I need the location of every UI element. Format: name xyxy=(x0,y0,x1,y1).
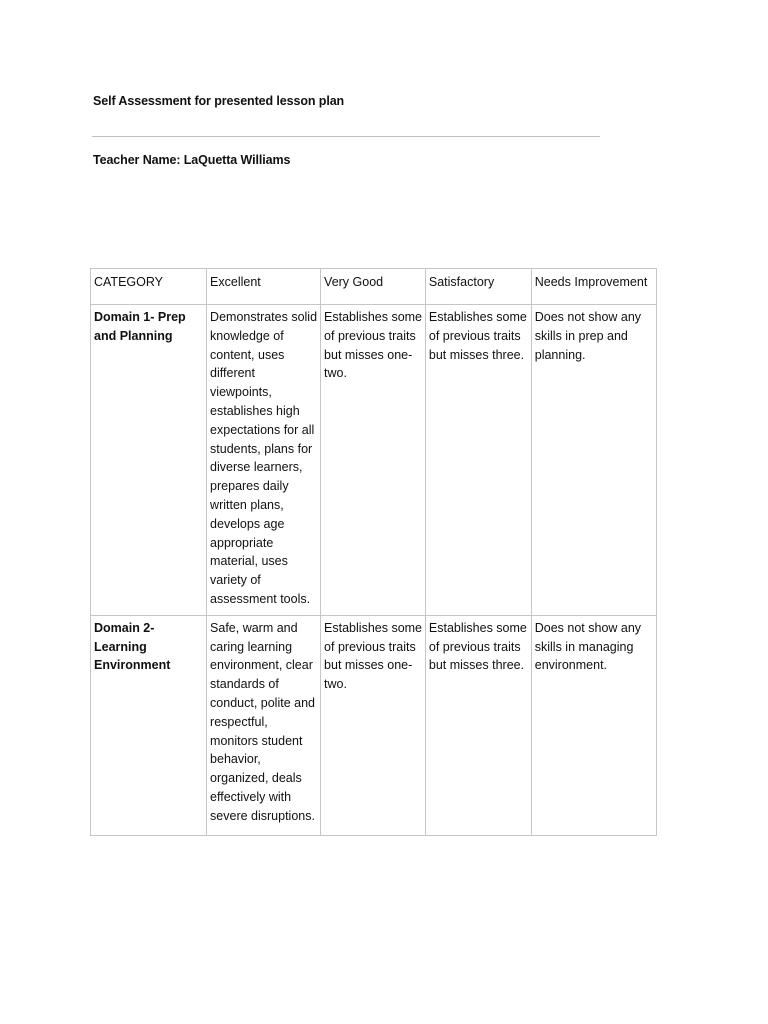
table-header-row xyxy=(91,269,657,305)
table-row xyxy=(91,305,657,616)
cell-very-good: Establishes some of previous traits but misses one-two. xyxy=(321,615,426,835)
header-category: CATEGORY xyxy=(91,269,207,305)
table-row xyxy=(91,615,657,835)
horizontal-rule xyxy=(92,136,600,137)
teacher-name-line: Teacher Name: LaQuetta Williams xyxy=(93,153,291,167)
cell-very-good: Establishes some of previous traits but misses one-two. xyxy=(321,305,426,616)
header-satisfactory: Satisfactory xyxy=(425,269,531,305)
header-needs-improvement: Needs Improvement xyxy=(531,269,656,305)
cell-needs-improvement: Does not show any skills in prep and planning. xyxy=(531,305,656,616)
row-category: Domain 1- Prep and Planning xyxy=(91,305,207,616)
cell-excellent: Safe, warm and caring learning environment, clear standards of conduct, polite and respectful, monitors student behavior, organized, deals effectively with severe disruptions. xyxy=(207,615,321,835)
row-category: Domain 2- Learning Environment xyxy=(91,615,207,835)
header-very-good: Very Good xyxy=(321,269,426,305)
header-excellent: Excellent xyxy=(207,269,321,305)
cell-satisfactory: Establishes some of previous traits but misses three. xyxy=(425,615,531,835)
document-title: Self Assessment for presented lesson plan xyxy=(93,94,345,108)
cell-needs-improvement: Does not show any skills in managing environment. xyxy=(531,615,656,835)
cell-excellent: Demonstrates solid knowledge of content, uses different viewpoints, establishes high expectations for all students, plans for diverse learners, prepares daily written plans, develops age appropriate material, uses variety of assessment tools. xyxy=(207,305,321,616)
rubric-table xyxy=(90,268,657,836)
cell-satisfactory: Establishes some of previous traits but misses three. xyxy=(425,305,531,616)
